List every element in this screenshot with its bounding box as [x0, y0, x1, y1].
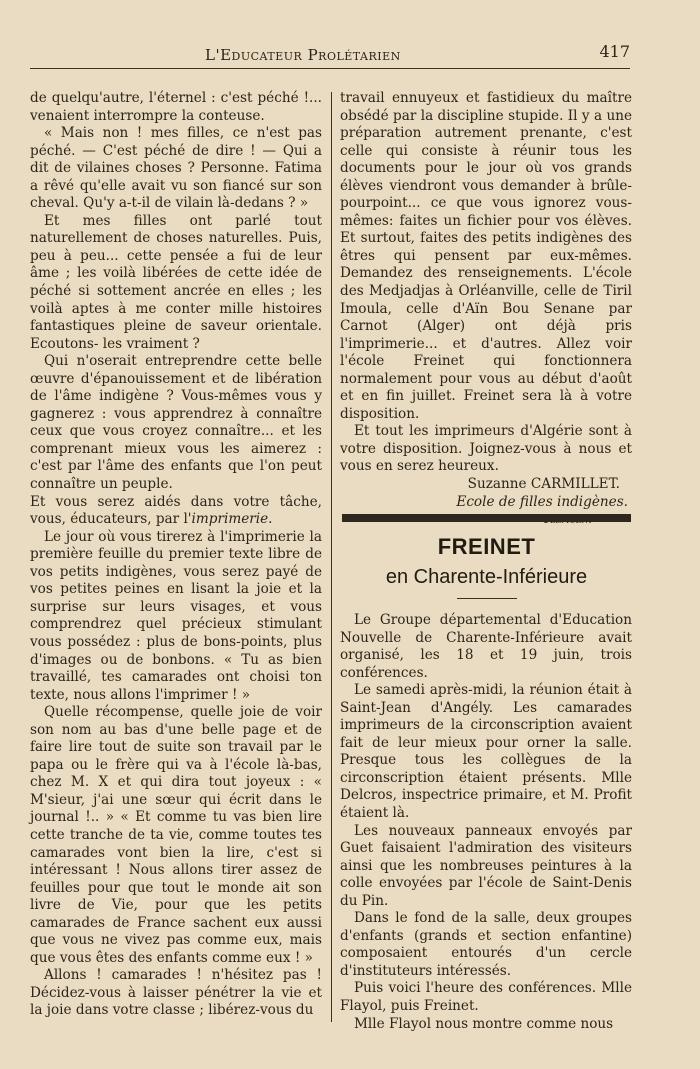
paragraph: de quelqu'autre, l'éternel : c'est péché !... venaient interrompre la conteuse.	[30, 90, 322, 124]
section-separator	[342, 514, 631, 522]
text-run: Et vous serez aidés dans votre tâche, vous, éducateurs, par l'	[30, 493, 322, 528]
paragraph: Mlle Flayol nous montre comme nous	[354, 1015, 614, 1032]
paragraph: Le samedi après-midi, la réunion était à Saint-Jean d'Angély. Les camarades imprimeurs de la circonscription avaient fait de leur mieux pour orner la salle. Presque tous les collègues de la circonscription étaient présents. Mlle Delcros, inspectrice primaire, et M. Profit étaient là.	[340, 682, 632, 822]
paragraph: Quelle récompense, quelle joie de voir son nom au bas d'une belle page et de faire lire tout de suite son travail par le papa ou le frère qui va à l'école là-bas, chez M. X et qui dira tout joyeux : « M'sieur, j'ai une sœur qui écrit dans le journal !.. » « Et comme tu vas bien lire cette tranche de ta vie, comme toutes tes camarades vont bien la lire, c'est si intéressant ! Nous allons tirer assez de feuilles pour que tout le monde ait son livre de Vie, pour que les petits camarades de France sachent eux aussi que vous ne vivez pas comme eux, mais que vous êtes des enfants comme eux ! »	[30, 704, 322, 966]
paragraph: Le jour où vous tirerez à l'imprimerie la première feuille du premier texte libre de vos petits indigènes, vous serez payé de vos petites peines en lisant la joie et la surprise sur leurs visages, et vous comprendrez quel précieux stimulant vous possédez : plus de bons-points, plus d'images ou de bonbons. « Tu as bien travaillé, tes camarades ont choisi ton texte, nous allons l'imprimer ! »	[30, 528, 322, 703]
paragraph: Puis voici l'heure des conférences. Mlle Flayol, puis Freinet.	[340, 980, 632, 1015]
right-column-top	[340, 90, 632, 529]
paragraph: Et mes filles ont parlé tout naturellement de choses naturelles. Puis, peu à peu... cette pensée a fui de leur âme ; les voilà libérées de cette idée de péché si sottement ancrée en elles ; les voilà aptes à me conter mille histoires fantastiques pleine de saveur orientale. Ecoutons- les vraiment ?	[30, 212, 322, 352]
running-title: L'Educateur Prolétarien	[205, 46, 401, 64]
paragraph: Qui n'oserait entreprendre cette belle œuvre d'épanouissement et de libération de l'âme indigène ? Vous-mêmes vous y gagnerez : vous apprendrez à connaître ceux que vous croyez connaître... et les comprenant mieux vous les aimerez : c'est par l'âme des enfants que l'on peut connaître un peuple.	[30, 353, 322, 493]
heading-rule	[457, 598, 517, 599]
left-column	[30, 90, 322, 1020]
page-number: 417	[599, 42, 630, 61]
signature-name: Suzanne CARMILLET.	[467, 476, 620, 493]
header-rule	[30, 68, 630, 69]
paragraph: Le Groupe départemental d'Education Nouvelle de Charente-Inférieure avait organisé, les 18 et 19 juin, trois conférences.	[340, 612, 632, 681]
paragraph: Et tout les imprimeurs d'Algérie sont à votre disposition. Joignez-vous à nous et vous en serez heureux.	[340, 423, 632, 475]
signature-school: Ecole de filles indigènes.	[456, 493, 628, 510]
paragraph: « Mais non ! mes filles, ce n'est pas péché. — C'est péché de dire ! — Qui a dit de vilaines choses ? Personne. Fatima a rêvé qu'elle avait vu son fiancé sur son cheval. Qu'y a-t-il de vilain là-dedans ? »	[30, 125, 322, 212]
article-body	[340, 612, 632, 1033]
paragraph-imprimerie	[30, 494, 322, 529]
paragraph: travail ennuyeux et fastidieux du maître obsédé par la discipline stupide. Il y a une préparation autrement prenante, c'est celle qui consiste à réunir tous les documents pour le jour où vos grands élèves viendront vous demander à brûle-pourpoint... ce que vous ignorez vous-mêmes: faites un fichier pour vos élèves. Et surtout, faites des petits indigènes des êtres qui pensent par eux-mêmes. Demandez des renseignements. L'école des Medjadjas à Orléanville, celle de Tiril Imoula, celle d'Aïn Bou Senane par Carnot (Alger) ont déjà pris l'imprimerie... et d'autres. Allez voir l'école Freinet qui fonctionnera normalement pour vous au début d'août et en fin juillet. Freinet sera là à votre disposition.	[340, 90, 632, 422]
page-header	[30, 38, 630, 70]
article-title-line-2: en Charente-Inférieure	[385, 566, 588, 588]
paragraph: Dans le fond de la salle, deux groupes d'enfants (grands et section enfantine) composaient entourés d'un cercle d'instituteurs intéressés.	[340, 910, 632, 979]
text-run: .	[268, 511, 273, 528]
paragraph: Allons ! camarades ! n'hésitez pas ! Décidez-vous à laisser pénétrer la vie et la joie dans votre classe ; libérez-vous du	[30, 967, 322, 1019]
article-heading	[342, 532, 631, 599]
emphasis-imprimerie: imprimerie	[191, 511, 269, 528]
column-divider	[331, 92, 332, 1022]
article-title-line-1: FREINET	[437, 534, 536, 559]
paragraph: Les nouveaux panneaux envoyés par Guet faisaient l'admiration des visiteurs ainsi que les nombreuses peintures à la colle envoyées par l'école de Saint-Denis du Pin.	[340, 822, 632, 909]
